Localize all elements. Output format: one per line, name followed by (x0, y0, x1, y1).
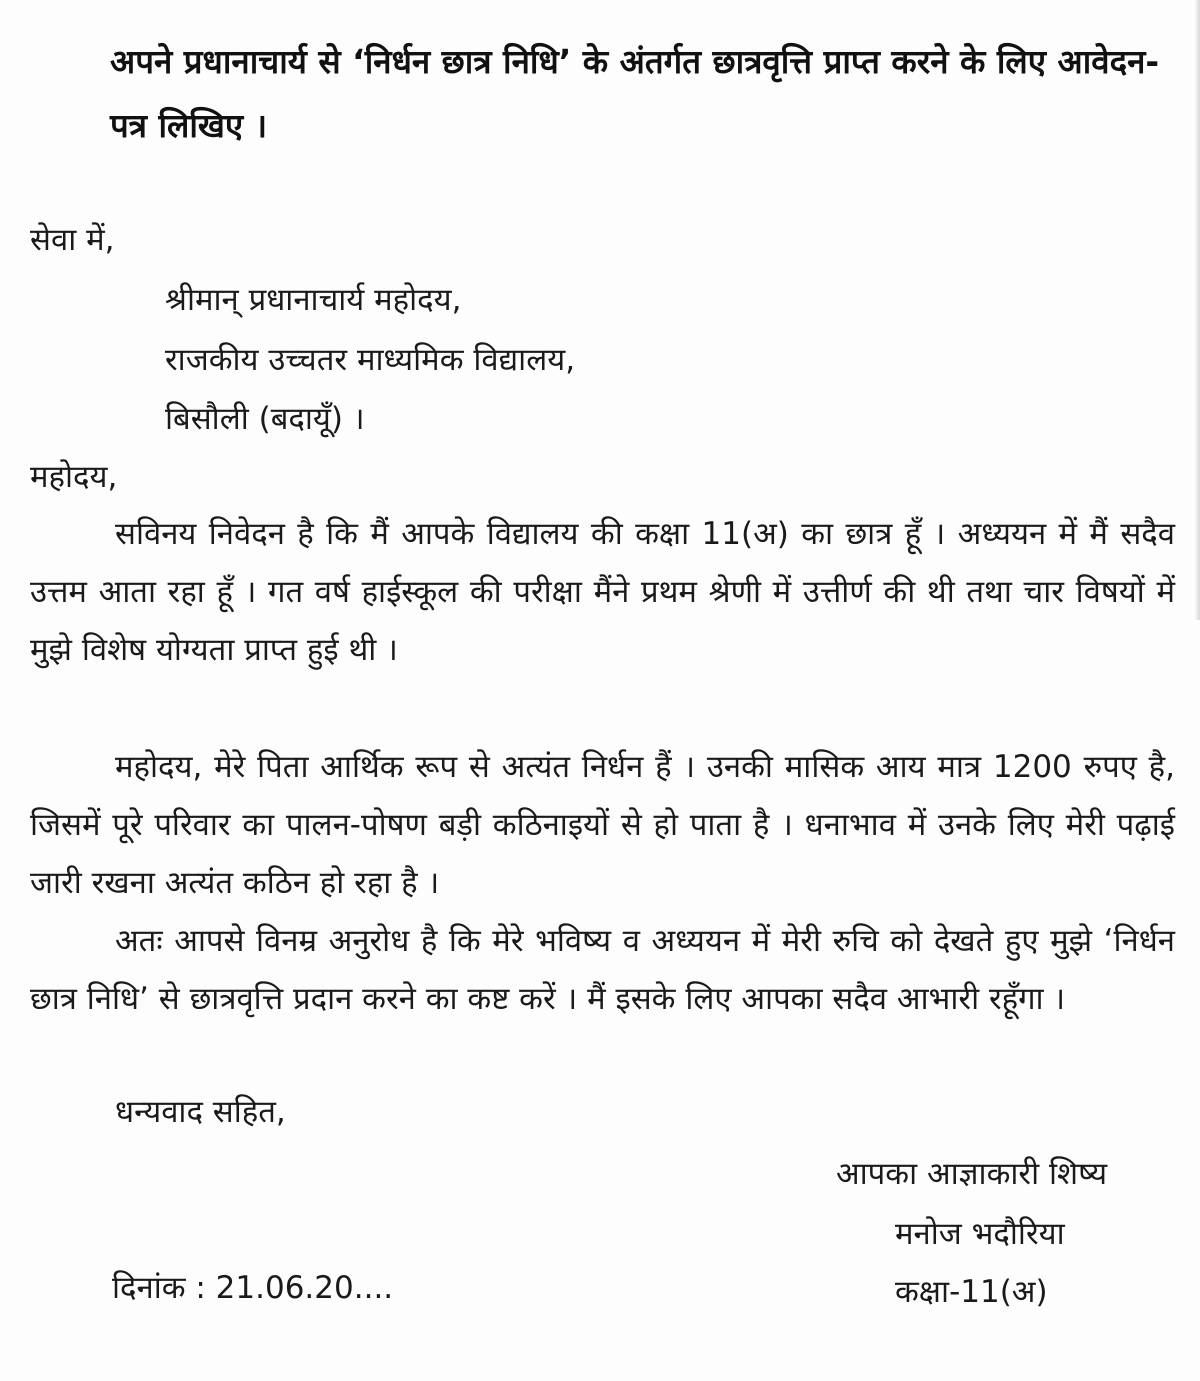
letter-date: दिनांक : 21.06.20.... (112, 1270, 394, 1306)
question-heading: अपने प्रधानाचार्य से ‘निर्धन छात्र निधि’ के अंतर्गत छात्रवृत्ति प्राप्त करने के लिए आवेदन-पत्र लिखिए । (110, 42, 1160, 145)
signature-class: कक्षा-11(अ) (895, 1274, 1048, 1310)
address-line-1: श्रीमान् प्रधानाचार्य महोदय, (165, 282, 462, 318)
letter-paragraph-1: सविनय निवेदन है कि मैं आपके विद्यालय की कक्षा 11(अ) का छात्र हूँ । अध्ययन में मैं सदैव उत्तम आता रहा हूँ । गत वर्ष हाईस्कूल की परीक्षा मैंने प्रथम श्रेणी में उत्तीर्ण की थी तथा चार विषयों में मुझे विशेष योग्यता प्राप्त हुई थी । (30, 516, 1175, 668)
letter-closing: धन्यवाद सहित, (115, 1094, 286, 1130)
scan-edge-shadow (1194, 0, 1200, 620)
letter-greeting: महोदय, (30, 459, 118, 495)
address-line-3: बिसौली (बदायूँ) । (165, 401, 365, 437)
address-line-2: राजकीय उच्चतर माध्यमिक विद्यालय, (165, 342, 576, 378)
letter-paragraph-2: महोदय, मेरे पिता आर्थिक रूप से अत्यंत निर्धन हैं । उनकी मासिक आय मात्र 1200 रुपए है, जिसमें पूरे परिवार का पालन-पोषण बड़ी कठिनाइयों से हो पाता है । धनाभाव में उनके लिए मेरी पढ़ाई जारी रखना अत्यंत कठिन हो रहा है । (30, 749, 1175, 901)
signature-line: आपका आज्ञाकारी शिष्य (836, 1156, 1108, 1192)
letter-paragraph-3: अतः आपसे विनम्र अनुरोध है कि मेरे भविष्य व अध्ययन में मेरी रुचि को देखते हुए मुझे ‘निर्धन छात्र निधि’ से छात्रवृत्ति प्रदान करने का कष्ट करें । मैं इसके लिए आपका सदैव आभारी रहूँगा । (30, 923, 1175, 1017)
letter-salutation: सेवा में, (30, 222, 115, 258)
signature-name: मनोज भदौरिया (895, 1216, 1065, 1252)
